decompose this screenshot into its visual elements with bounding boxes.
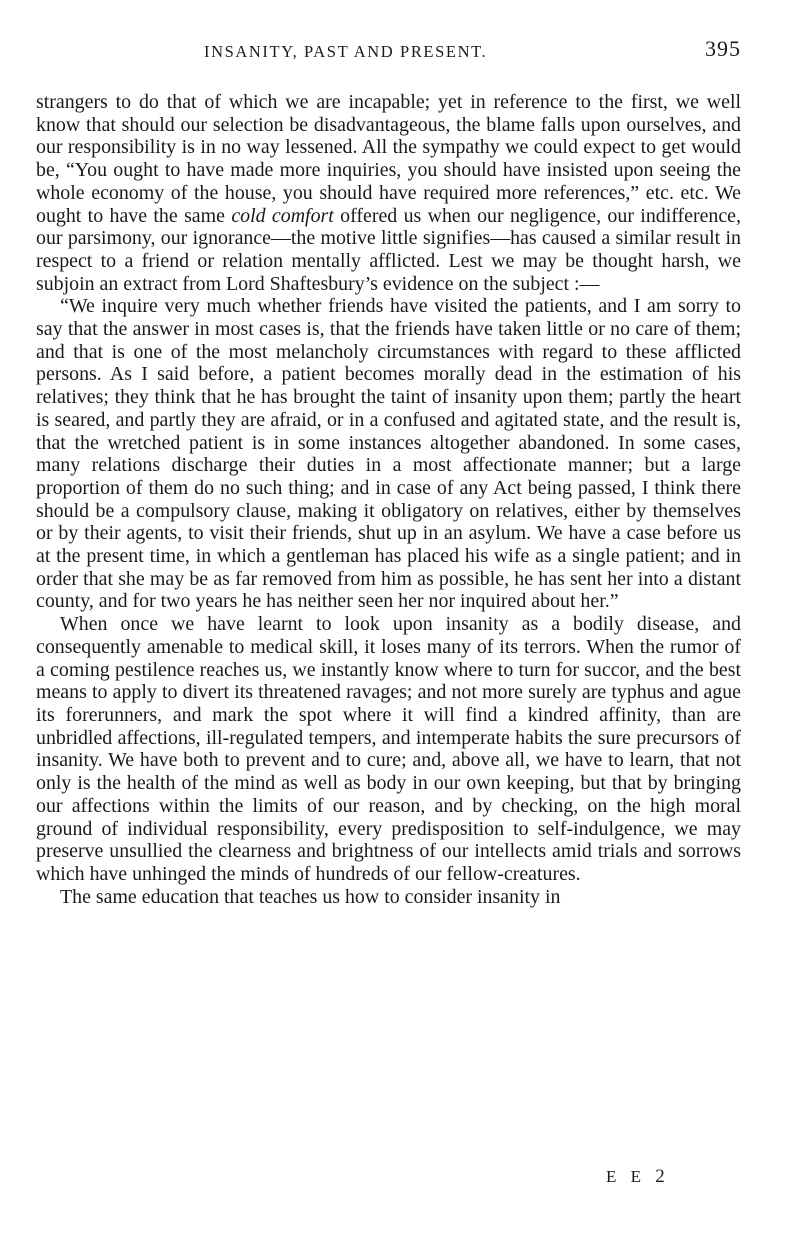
running-title: INSANITY, PAST AND PRESENT. bbox=[204, 42, 488, 61]
text-segment: “We inquire very much whether friends have visited the patients, and I am sorry to say that the answer in most cases is, that the friends have taken little or no care of them; and that is one of the most melancholy circumstances with regard to these afflicted persons. As I said before, a patient becomes morally dead in the estimation of his relatives; they think that he has brought the taint of insanity upon them; partly the heart is seared, and partly they are afraid, or in a confused and agitated state, and the result is, that the wretched patient is in some instances altogether abandoned. In some cases, many relations discharge their duties in a most affectionate manner; but a large proportion of them do no such thing; and in case of any Act being passed, I think there should be a compulsory clause, making it obligatory on relatives, either by themselves or by their agents, to visit their friends, shut up in an asylum. We have a case before us at the present time, in which a gentleman has placed his wife as a single patient; and in order that she may be as far removed from him as possible, he has sent her into a distant county, and for two years he has neither seen her nor inquired about her.” bbox=[36, 295, 741, 613]
signature-number: 2 bbox=[655, 1166, 665, 1187]
paragraph-quotation bbox=[36, 295, 741, 613]
page-number: 395 bbox=[705, 36, 741, 61]
text-segment: The same education that teaches us how to consider insanity in bbox=[60, 885, 561, 908]
body-text bbox=[36, 91, 741, 908]
text-segment: When once we have learnt to look upon insanity as a bodily disease, and consequently amenable to medical skill, it loses many of its terrors. When the rumor of a coming pestilence reaches us, we instantly know where to turn for succor, and the best means to apply to divert its threatened ravages; and not more surely are typhus and ague its forerunners, and mark the spot where it will find a kindred affinity, than are unbridled affections, ill-regulated tempers, and intemperate habits the sure precursors of insanity. We have both to prevent and to cure; and, above all, we have to learn, that not only is the health of the mind as well as body in our own keeping, but that by bringing our affections within the limits of our reason, and by checking, on the high moral ground of individual responsibility, every predisposition to self-indulgence, we may preserve unsullied the clearness and brightness of our intellects amid trials and sorrows which have unhinged the minds of hundreds of our fellow-creatures. bbox=[36, 613, 741, 885]
italic-phrase: cold comfort bbox=[231, 204, 334, 227]
paragraph bbox=[36, 613, 741, 885]
running-head bbox=[36, 34, 741, 70]
text-segment: offered us when our negligence, our indifference, our parsimony, our ignorance—the motive little signifies—has caused a similar result in respect to a friend or relation mentally afflicted. Lest we may be thought harsh, we subjoin an extract from Lord Shaftesbury’s evidence on the subject :— bbox=[36, 204, 741, 295]
paragraph-continuation bbox=[36, 91, 741, 295]
signature-mark bbox=[606, 1166, 665, 1188]
text-segment: strangers to do that of which we are incapable; yet in reference to the first, we well know that should our selection be disadvantageous, the blame falls upon ourselves, and our responsibility is in no way lessened. All the sympathy we could expect to get would be, “You ought to have made more inquiries, you should have insisted upon seeing the whole economy of the house, you should have required more references,” etc. etc. We ought to have the same bbox=[36, 91, 741, 227]
book-page bbox=[36, 34, 741, 908]
signature-letters: E E bbox=[606, 1167, 647, 1186]
paragraph bbox=[36, 886, 741, 909]
